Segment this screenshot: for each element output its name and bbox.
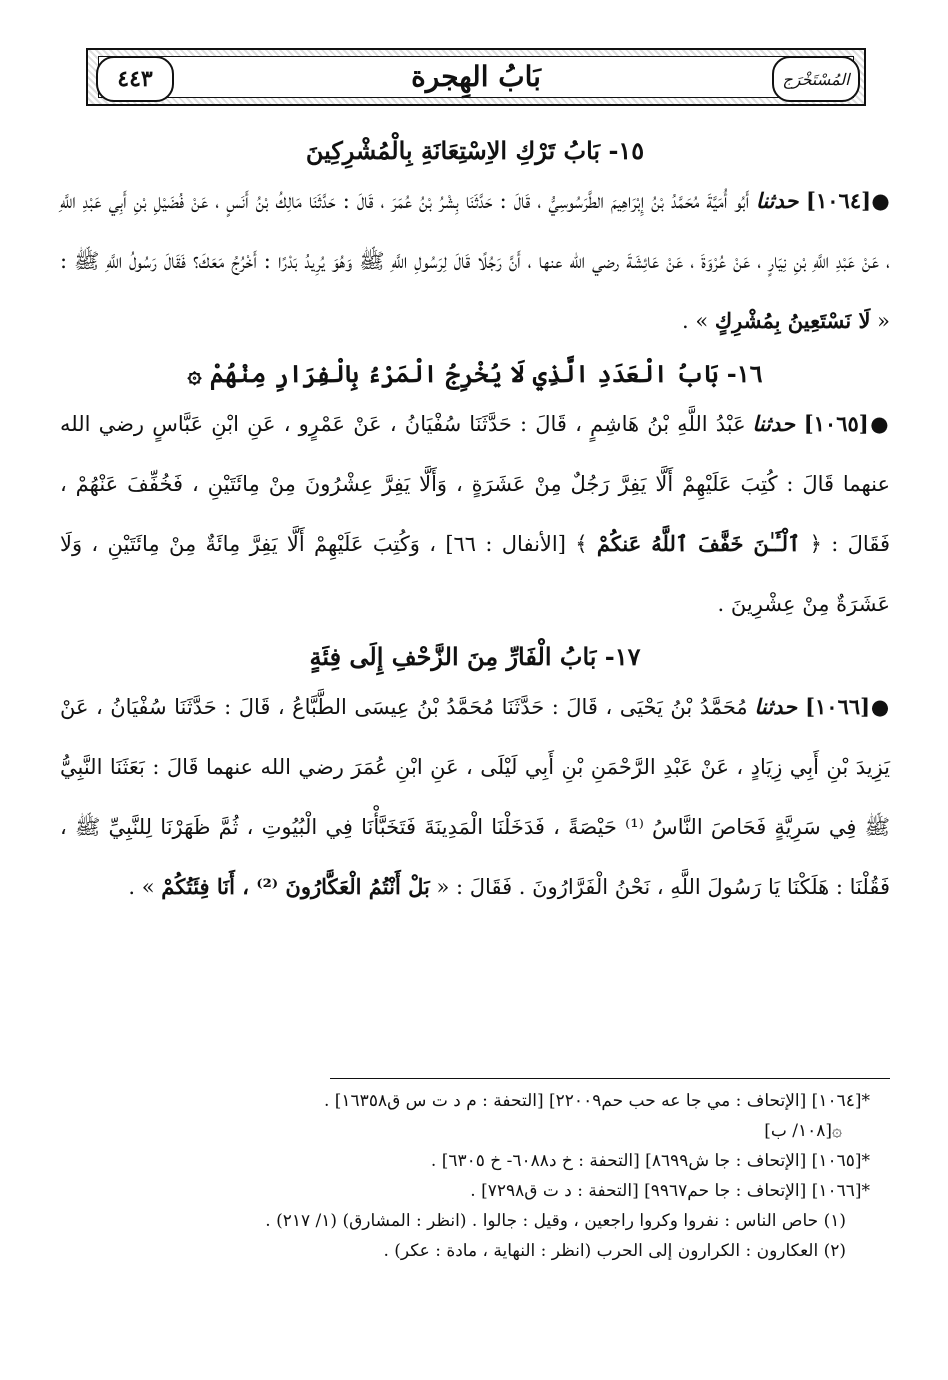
hadith-text: عَبْدُ اللَّهِ بْنُ هَاشِمٍ ، قَالَ : حَدَّثَنَا سُفْيَانُ ، عَنْ عَمْرٍو ، عَنِ ابْنِ عَبَّاسٍ رضي الله عنهما قَالَ : كُتِبَ عَلَيْهِمْ أَلَّا يَفِرَّ رَجُلٌ مِنْ عَشَرَةٍ ، وَأَلَّا يَفِرَّ عِشْرُونَ مِنْ مِائَتَيْنِ ، فَخُفِّفَ عَنْهُمْ ، فَقَالَ : ﴿ (60, 412, 890, 556)
footnote-folio: ۞[١٠٨/ ب] (764, 1121, 842, 1141)
hadith-number: ●[١٠٦٥] (794, 411, 890, 436)
hadith-text: أَبُو أُمَيَّةَ مُحَمَّدُ بْنُ إِبْرَاهِيمَ الطَّرَسُوسِيُّ ، قَالَ : حَدَّثَنَا بِشْرُ بْنُ عُمَرَ ، قَالَ : حَدَّثَنَا مَالِكُ بْنُ أَنَسٍ ، عَنْ فُضَيْلِ بْنِ أَبِي عَبْدِ اللَّهِ ، عَنْ عَبْدِ اللَّهِ بْنِ نِيَارٍ ، عَنْ عُرْوَةَ ، عَنْ عَائِشَةَ رضي الله عنها ، أَنَّ رَجُلًا قَالَ لِرَسُولِ اللَّهِ ﷺ وَهُوَ يُرِيدُ بَدْرًا : أَخْرُجُ مَعَكَ؟ فَقَالَ رَسُولُ اللَّهِ ﷺ : « (60, 189, 890, 333)
quran-verse: ٱلْـَٔـٰنَ خَفَّفَ ٱللَّهُ عَنكُمْ (596, 531, 801, 556)
chapter-heading-17: ١٧- بَابُ الْفَارِّ مِنَ الزَّحْفِ إِلَى فِئَةٍ (309, 642, 641, 671)
running-header (86, 48, 866, 106)
book-logo: المُسْتَخْرَج (772, 56, 860, 102)
hadith-tail: » . (128, 875, 162, 899)
hadith-1065 (60, 394, 890, 634)
prophetic-saying: بَلْ أَنْتُمُ الْعَكَّارُونَ ⁽²⁾ ، أَنَا فِئَتُكُمْ (161, 874, 430, 899)
page-body (60, 128, 890, 917)
footnote-gloss: (٢) العكارون : الكرارون إلى الحرب (انظر : النهاية ، مادة : عكر) . (383, 1241, 846, 1261)
hadith-lead: حدثنا (754, 694, 797, 719)
footnote-source: *[١٠٦٤] [الإتحاف : مي جا عه حب حم٢٢٠٠٩] [التحفة : م د ت س ق١٦٣٥٨] . (323, 1091, 870, 1111)
hadith-tail: » . (682, 309, 715, 333)
footnote-source: *[١٠٦٥] [الإتحاف : جا ش٨٦٩٩] [التحفة : خ د٦٠٨٨- خ ٦٣٠٥] . (430, 1151, 870, 1171)
hadith-lead: حدثنا (752, 411, 795, 436)
hadith-1064 (60, 171, 890, 351)
chapter-heading-16: ١٦- بَابُ الْعَدَدِ الَّذِي لَا يُخْرِجُ الْمَرْءُ بِالْفِرَارِ مِنْهُمْ ۞ (187, 359, 763, 388)
prophetic-saying: لَا نَسْتَعِينُ بِمُشْرِكٍ (714, 308, 871, 333)
hadith-tail: ﴾ [الأنفال : ٦٦] ، وَكُتِبَ عَلَيْهِمْ أَلَّا يَفِرَّ مِائَةٌ مِنْ مِائَتَيْنِ ، وَلَا عَشَرَةٌ مِنْ عِشْرِينَ . (60, 532, 890, 616)
hadith-1066 (60, 677, 890, 917)
hadith-lead: حدثنا (755, 188, 799, 213)
footnote-gloss: (١) حاص الناس : نفروا وكروا راجعين ، وقيل : جالوا . (انظر : المشارق) (١/ ٢١٧) . (265, 1211, 846, 1231)
chapter-heading-15: ١٥- بَابُ تَرْكِ الاِسْتِعَانَةِ بِالْمُشْرِكِينَ (305, 136, 645, 165)
hadith-number: ●[١٠٦٦] (796, 694, 891, 719)
footnote-source: *[١٠٦٦] [الإتحاف : جا حم٩٩٦٧] [التحفة : د ت ق٧٢٩٨] . (470, 1181, 870, 1201)
footnote-divider (330, 1078, 890, 1079)
page-number: ٤٤٣ (96, 56, 174, 102)
footnotes (60, 1086, 890, 1266)
hadith-text: مُحَمَّدُ بْنُ يَحْيَى ، قَالَ : حَدَّثَنَا مُحَمَّدُ بْنُ عِيسَى الطَّبَّاعُ ، قَالَ : حَدَّثَنَا سُفْيَانُ ، عَنْ يَزِيدَ بْنِ أَبِي زِيَادٍ ، عَنْ عَبْدِ الرَّحْمَنِ بْنِ أَبِي لَيْلَى ، عَنِ ابْنِ عُمَرَ رضي الله عنهما قَالَ : بَعَثَنَا النَّبِيُّ ﷺ فِي سَرِيَّةٍ فَحَاصَ النَّاسُ ⁽¹⁾ حَيْصَةً ، فَدَخَلْنَا الْمَدِينَةَ فَتَخَبَّأْنَا فِي الْبُيُوتِ ، ثُمَّ ظَهَرْنَا لِلنَّبِيِّ ﷺ ، فَقُلْنَا : هَلَكْنَا يَا رَسُولَ اللَّهِ ، نَحْنُ الْفَرَّارُونَ . فَقَالَ : « (60, 695, 891, 899)
hadith-number: ●[١٠٦٤] (798, 188, 891, 213)
header-title: بَابُ الهِجرة (411, 60, 541, 93)
